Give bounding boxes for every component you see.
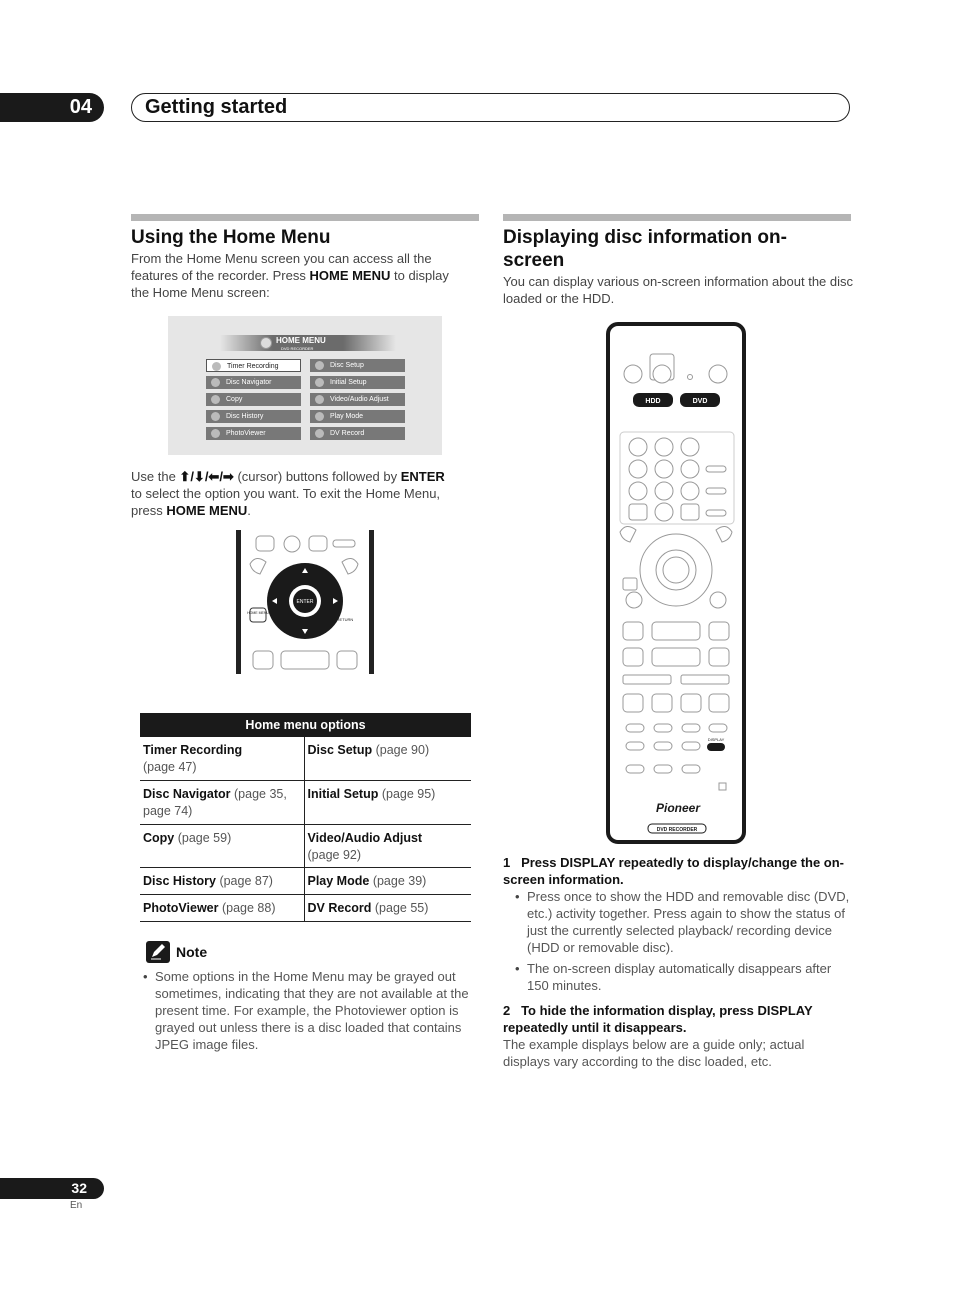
remote-cursor-illustration: [236, 530, 374, 674]
menu-item-timer-recording[interactable]: Timer Recording: [206, 359, 301, 372]
disc-icon: [260, 337, 272, 349]
section-bar-left: [131, 214, 479, 221]
home-menu-heading: Using the Home Menu: [131, 227, 331, 248]
home-menu-button-label: HOME MENU: [247, 611, 269, 615]
timer-icon: [212, 362, 221, 371]
setup-icon: [315, 361, 324, 370]
menu-item-copy[interactable]: Copy: [206, 393, 301, 406]
pencil-icon: [146, 941, 170, 963]
step-1: 1 Press DISPLAY repeatedly to display/change the on-screen information.: [503, 855, 845, 887]
list-item: • Some options in the Home Menu may be grayed out sometimes, indicating that they are not available at the present time. For example, the Photoviewer option is grayed out unless there is a disc loaded that contains JPEG image files.: [141, 968, 481, 1053]
step-2: 2 To hide the information display, press DISPLAY repeatedly until it disappears.: [503, 1003, 813, 1035]
table-row: Copy (page 59) Video/Audio Adjust (page 92): [140, 824, 471, 867]
language-label: En: [70, 1200, 83, 1211]
display-label: DISPLAY: [707, 737, 725, 742]
list-item: • Press once to show the HDD and removable disc (DVD, etc.) activity together. Press again to show the status of just the currently selected playback/ recording device (HDD or removable disc).: [513, 888, 853, 956]
step-2-text: The example displays below are a guide only; actual displays vary according to the disc loaded, etc.: [503, 1037, 805, 1069]
menu-item-play-mode[interactable]: Play Mode: [310, 410, 405, 423]
disc-info-heading: Displaying disc information on- screen: [503, 227, 787, 271]
display-button[interactable]: [707, 743, 725, 751]
home-menu-screen-title: HOME MENU: [276, 336, 326, 345]
menu-item-photoviewer[interactable]: PhotoViewer: [206, 427, 301, 440]
table-row: PhotoViewer (page 88) DV Record (page 55): [140, 894, 471, 921]
adjust-icon: [315, 395, 324, 404]
history-icon: [211, 412, 220, 421]
model-label: DVD RECORDER: [656, 827, 698, 833]
return-label: RETURN: [336, 617, 354, 622]
menu-item-video-audio-adjust[interactable]: Video/Audio Adjust: [310, 393, 405, 406]
chapter-number-tab: 04: [0, 93, 104, 122]
hdd-button-label: HDD: [645, 398, 661, 405]
remote-control-illustration: [606, 322, 746, 846]
home-menu-options-table: [140, 713, 471, 922]
list-item: • The on-screen display automatically disappears after 150 minutes.: [513, 960, 853, 994]
home-menu-screen-subtitle: DVD RECORDER: [281, 346, 314, 351]
note-list: [141, 968, 481, 1057]
pioneer-logo: Pioneer: [655, 801, 701, 815]
home-menu-intro: From the Home Menu screen you can access all the features of the recorder. Press HOME MENU to display the Home Menu screen:: [131, 251, 449, 300]
table-header: Home menu options: [140, 713, 471, 737]
enter-label: ENTER: [296, 599, 314, 605]
section-bar-right: [503, 214, 851, 221]
cursor-instructions: Use the ⬆/⬇/⬅/➡ (cursor) buttons followed by ENTER to select the option you want. To exit the Home Menu, press HOME MENU.: [131, 469, 445, 518]
photo-icon: [211, 429, 220, 438]
home-menu-screenshot: [168, 316, 442, 455]
disc-info-intro: You can display various on-screen information about the disc loaded or the HDD.: [503, 274, 854, 306]
navigator-icon: [211, 378, 220, 387]
table-row: Disc Navigator (page 35, page 74) Initial Setup (page 95): [140, 780, 471, 824]
menu-item-initial-setup[interactable]: Initial Setup: [310, 376, 405, 389]
step-1-list: [513, 888, 853, 998]
play-icon: [315, 412, 324, 421]
page-number: 32: [0, 1178, 104, 1199]
menu-item-dv-record[interactable]: DV Record: [310, 427, 405, 440]
note-title: Note: [176, 944, 208, 960]
camera-icon: [315, 429, 324, 438]
menu-item-disc-history[interactable]: Disc History: [206, 410, 301, 423]
table-row: Timer Recording (page 47) Disc Setup (page 90): [140, 737, 471, 780]
chapter-title: Getting started: [131, 93, 850, 122]
wrench-icon: [315, 378, 324, 387]
table-row: Disc History (page 87) Play Mode (page 39): [140, 867, 471, 894]
menu-item-disc-setup[interactable]: Disc Setup: [310, 359, 405, 372]
menu-item-disc-navigator[interactable]: Disc Navigator: [206, 376, 301, 389]
copy-icon: [211, 395, 220, 404]
dvd-button-label: DVD: [692, 398, 708, 405]
